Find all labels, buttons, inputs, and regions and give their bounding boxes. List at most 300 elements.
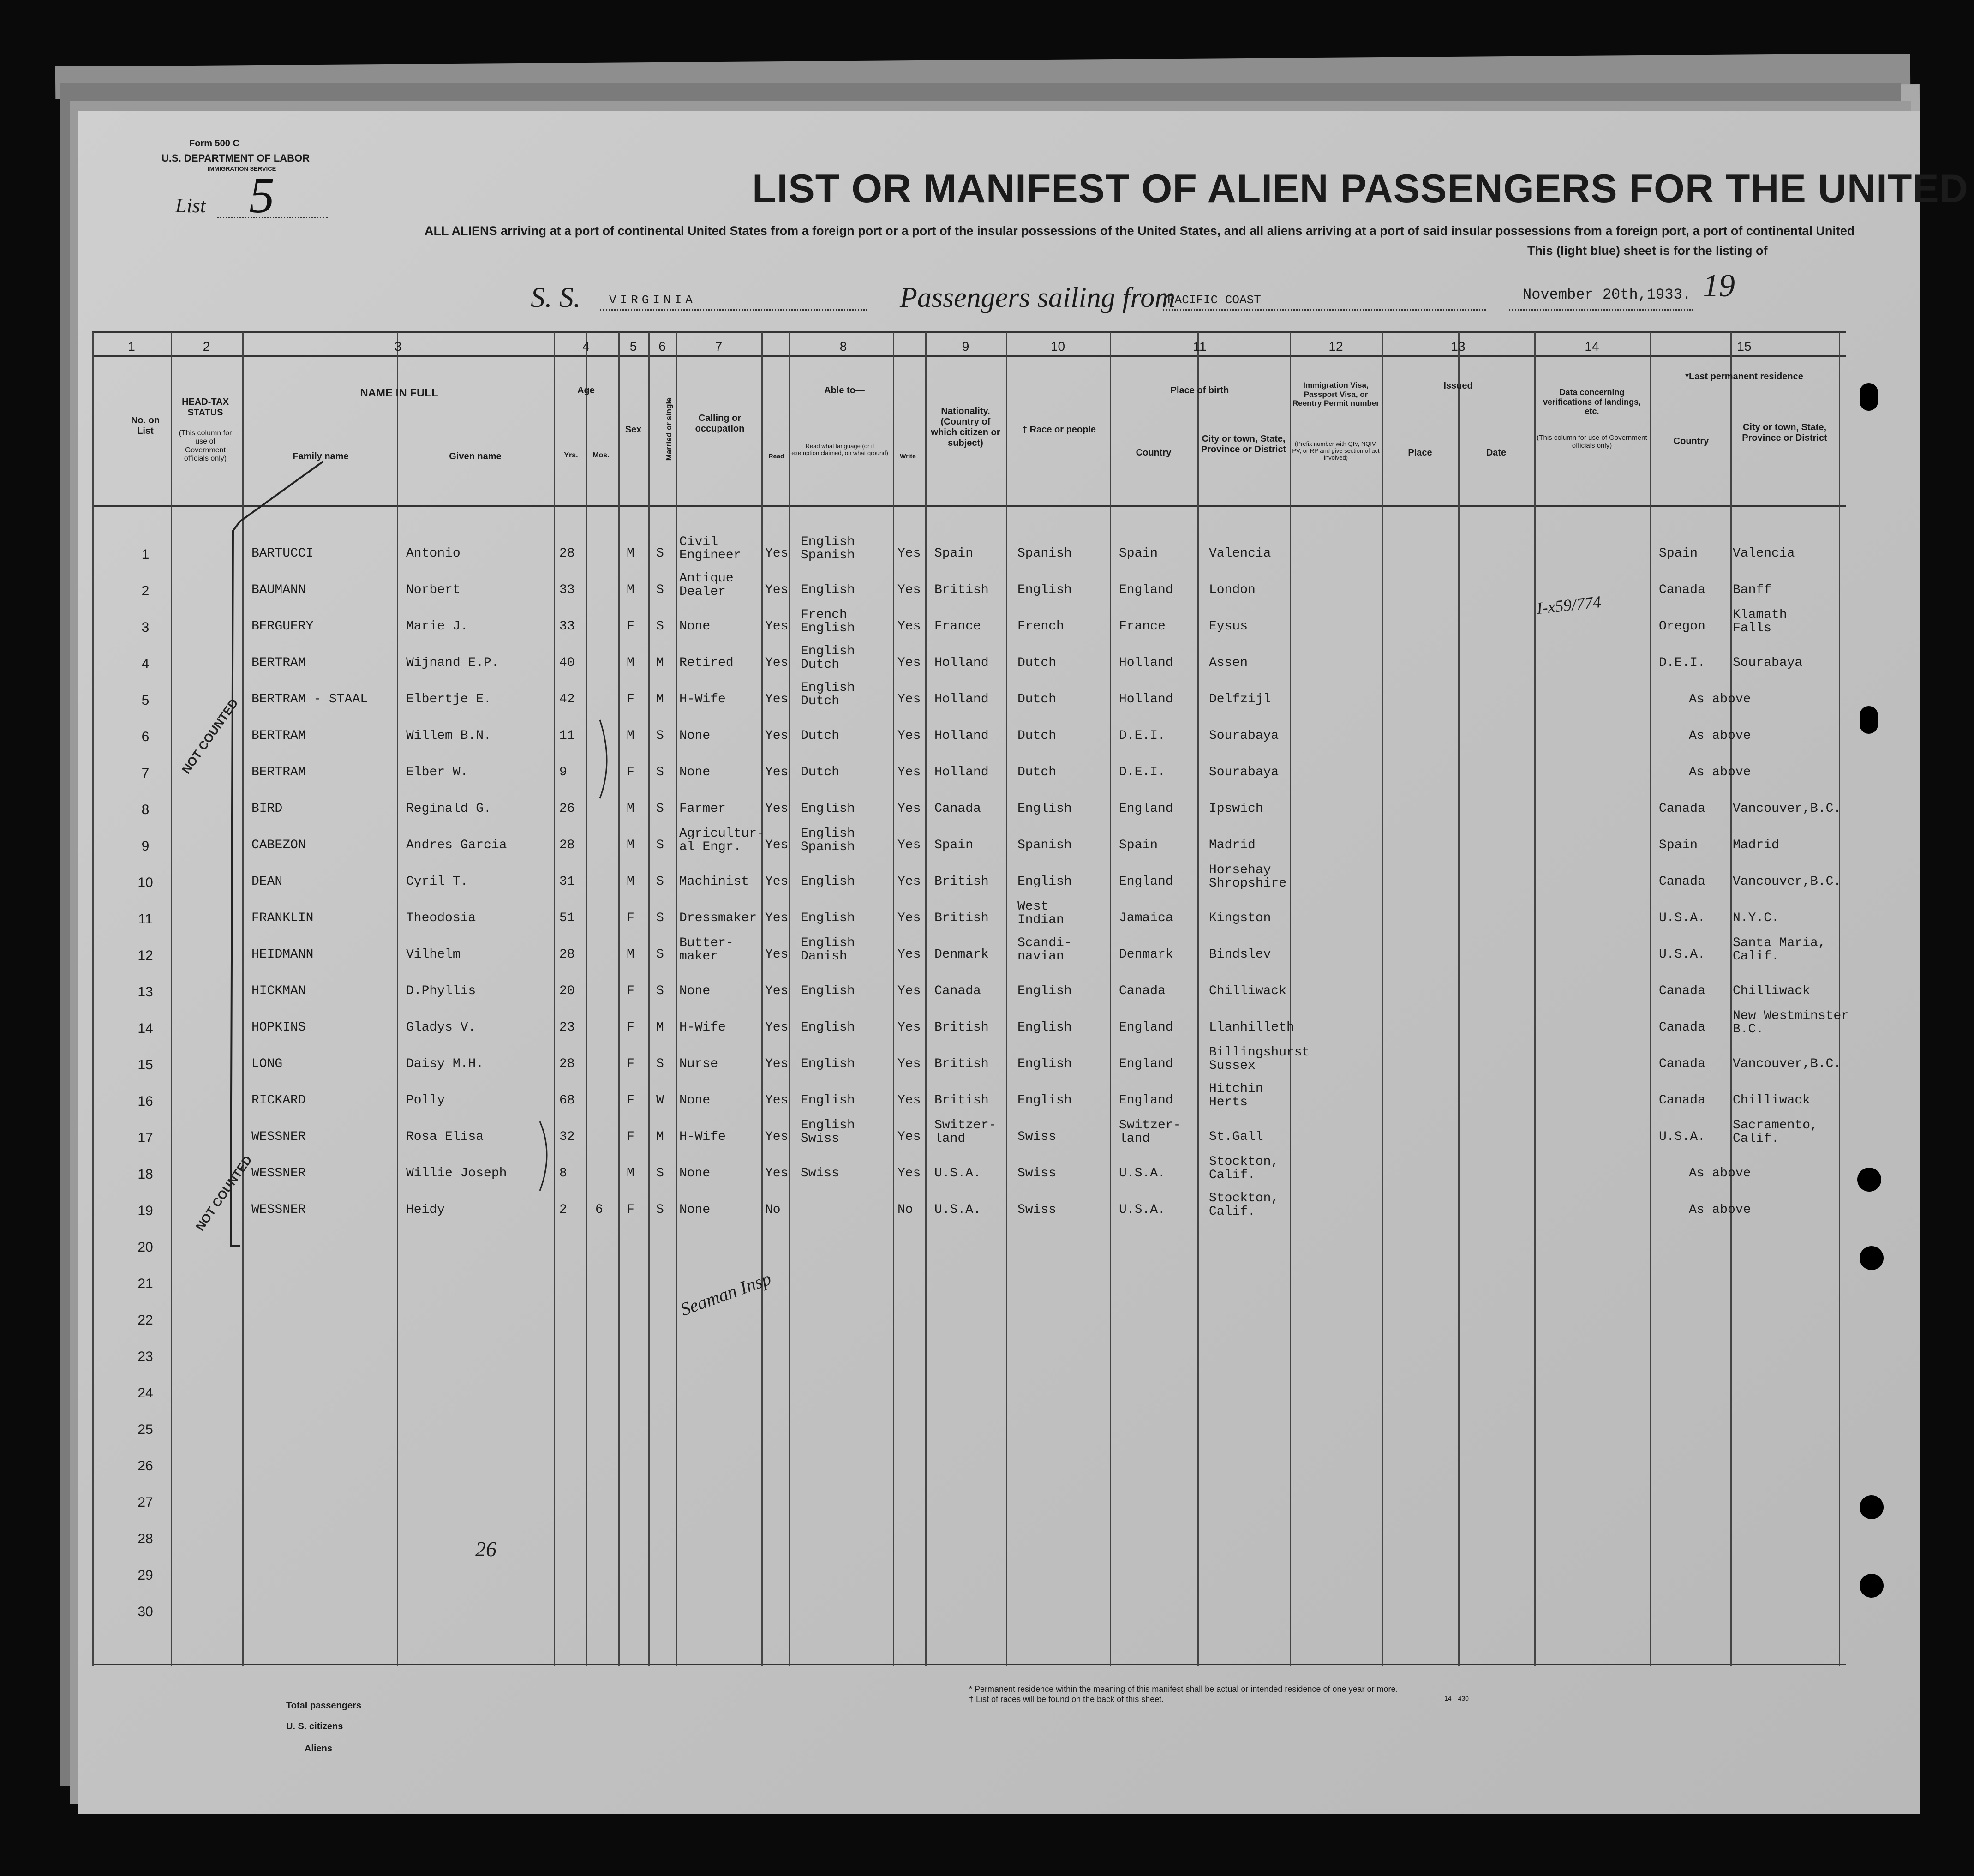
column-rule <box>586 332 587 1666</box>
cell-write: Yes <box>897 765 921 779</box>
cell-birth-country: England <box>1119 1057 1173 1071</box>
row-number: 15 <box>138 1057 153 1073</box>
verification-note: I-x59/774 <box>1536 592 1602 618</box>
cell-sex: M <box>627 838 634 852</box>
cell-occupation: Civil Engineer <box>679 535 742 563</box>
cell-age-years: 28 <box>559 546 575 561</box>
cell-birth-country: Denmark <box>1119 947 1173 962</box>
cell-birth-country: France <box>1119 619 1166 634</box>
cell-occupation: None <box>679 1166 711 1181</box>
cell-read: Yes <box>765 1020 789 1035</box>
cell-write: Yes <box>897 838 921 852</box>
column-rule <box>1006 332 1007 1666</box>
cell-age-years: 42 <box>559 692 575 707</box>
header-verifications: Data concerning verifications of landings, etc. <box>1543 388 1641 416</box>
cell-race: West Indian <box>1017 899 1064 928</box>
column-rule <box>1650 332 1651 1666</box>
cell-race: Dutch <box>1017 729 1057 743</box>
row-number: 26 <box>138 1458 153 1474</box>
cell-read-language: English <box>801 911 855 925</box>
header-given-name: Given name <box>449 451 502 462</box>
cell-occupation: Butter- maker <box>679 936 734 964</box>
header-bottom-rule <box>92 505 1846 507</box>
cell-occupation: None <box>679 984 711 998</box>
cell-birth-country: D.E.I. <box>1119 765 1166 779</box>
cell-write: Yes <box>897 1020 921 1035</box>
cell-race: Swiss <box>1017 1203 1057 1217</box>
cell-age-years: 9 <box>559 765 567 779</box>
cell-residence-city: As above <box>1689 1166 1751 1181</box>
cell-write: Yes <box>897 546 921 561</box>
cell-nationality: Holland <box>934 656 989 670</box>
cell-write: Yes <box>897 947 921 962</box>
cell-family-name: WESSNER <box>251 1166 306 1181</box>
cell-read-language: English <box>801 802 855 816</box>
cell-write: Yes <box>897 619 921 634</box>
cell-birth-city: Billingshurst Sussex <box>1209 1045 1310 1073</box>
cell-marital-status: S <box>656 875 664 889</box>
cell-residence-city: Sourabaya <box>1733 656 1803 670</box>
cell-residence-city: Sacramento, Calif. <box>1733 1118 1818 1146</box>
cell-residence-country: Canada <box>1659 802 1705 816</box>
header-res-country: Country <box>1673 436 1709 446</box>
cell-nationality: British <box>934 583 989 597</box>
column-rule <box>1458 332 1460 1666</box>
ship-line <box>600 309 867 311</box>
cell-given-name: Andres Garcia <box>406 838 507 852</box>
cell-write: No <box>897 1203 913 1217</box>
cell-age-years: 28 <box>559 1057 575 1071</box>
cell-marital-status: S <box>656 802 664 816</box>
table-top-rule <box>92 331 1846 333</box>
cell-read-language: English Dutch <box>801 681 855 709</box>
header-head-tax-note: (This column for use of Government officials only) <box>179 429 232 463</box>
cell-nationality: Canada <box>934 802 981 816</box>
list-number: 5 <box>249 167 275 223</box>
footer-note-2: † List of races will be found on the back of this sheet. <box>969 1695 1164 1704</box>
column-number: 2 <box>203 339 210 354</box>
cell-nationality: British <box>934 875 989 889</box>
cell-nationality: Holland <box>934 729 989 743</box>
column-number: 13 <box>1451 339 1466 354</box>
cell-residence-country: U.S.A. <box>1659 1130 1705 1144</box>
subtitle-line-2: This (light blue) sheet is for the listing of <box>1527 244 1768 258</box>
page-title: LIST OR MANIFEST OF ALIEN PASSENGERS FOR THE UNITED <box>752 167 1968 211</box>
cell-sex: F <box>627 1057 634 1071</box>
row-number: 3 <box>141 620 150 635</box>
form-number: Form 500 C <box>189 138 239 149</box>
cell-residence-city: Madrid <box>1733 838 1779 852</box>
cell-write: Yes <box>897 1057 921 1071</box>
page-count: 26 <box>475 1537 496 1561</box>
header-read: Read <box>768 452 784 460</box>
column-number: 10 <box>1050 339 1065 354</box>
cell-birth-city: Llanhilleth <box>1209 1020 1294 1035</box>
cell-sex: M <box>627 546 634 561</box>
cell-marital-status: S <box>656 546 664 561</box>
cell-given-name: Theodosia <box>406 911 476 925</box>
cell-write: Yes <box>897 875 921 889</box>
cell-race: English <box>1017 1093 1072 1108</box>
cell-nationality: British <box>934 1093 989 1108</box>
column-number: 5 <box>629 339 637 354</box>
cell-birth-city: Madrid <box>1209 838 1256 852</box>
cell-residence-country: Canada <box>1659 1057 1705 1071</box>
punch-hole <box>1860 1574 1884 1598</box>
cell-family-name: CABEZON <box>251 838 306 852</box>
cell-marital-status: S <box>656 984 664 998</box>
cell-marital-status: W <box>656 1093 664 1108</box>
column-rule <box>1839 332 1840 1666</box>
row-number: 29 <box>138 1568 153 1583</box>
cell-age-years: 28 <box>559 838 575 852</box>
cell-marital-status: S <box>656 1203 664 1217</box>
header-sex: Sex <box>625 425 642 435</box>
cell-residence-country: U.S.A. <box>1659 911 1705 925</box>
cell-birth-city: St.Gall <box>1209 1130 1263 1144</box>
cell-read-language: Dutch <box>801 765 840 779</box>
header-age: Age <box>577 385 595 396</box>
cell-race: English <box>1017 984 1072 998</box>
cell-birth-country: D.E.I. <box>1119 729 1166 743</box>
column-rule <box>1197 332 1199 1666</box>
cell-race: English <box>1017 1057 1072 1071</box>
cell-residence-city: As above <box>1689 765 1751 779</box>
column-number: 11 <box>1193 339 1207 354</box>
cell-residence-country: Canada <box>1659 1093 1705 1108</box>
cell-age-years: 11 <box>559 729 575 743</box>
row-number: 18 <box>138 1167 153 1182</box>
cell-occupation: Machinist <box>679 875 749 889</box>
cell-marital-status: S <box>656 583 664 597</box>
header-mos: Mos. <box>592 451 610 459</box>
column-number: 15 <box>1737 339 1752 354</box>
cell-write: Yes <box>897 1166 921 1181</box>
cell-sex: F <box>627 619 634 634</box>
cell-given-name: Willie Joseph <box>406 1166 507 1181</box>
cell-read-language: Swiss <box>801 1166 840 1181</box>
table-bottom-rule <box>92 1664 1846 1665</box>
cell-age-months: 6 <box>595 1203 603 1217</box>
cell-nationality: Denmark <box>934 947 989 962</box>
cell-given-name: Elbertje E. <box>406 692 491 707</box>
row-number: 20 <box>138 1240 153 1255</box>
column-rule <box>618 332 620 1666</box>
cell-birth-country: U.S.A. <box>1119 1203 1166 1217</box>
cell-read-language: English <box>801 1093 855 1108</box>
cell-write: Yes <box>897 1130 921 1144</box>
cell-age-years: 8 <box>559 1166 567 1181</box>
cell-family-name: BERTRAM - STAAL <box>251 692 368 707</box>
cell-given-name: Cyril T. <box>406 875 468 889</box>
cell-occupation: Farmer <box>679 802 726 816</box>
cell-marital-status: S <box>656 765 664 779</box>
cell-family-name: BERTRAM <box>251 729 306 743</box>
not-counted-stamp: NOT COUNTED <box>179 696 241 776</box>
cell-family-name: BERTRAM <box>251 656 306 670</box>
header-name-in-full: NAME IN FULL <box>360 387 438 399</box>
cell-read: Yes <box>765 1130 789 1144</box>
cell-sex: F <box>627 692 634 707</box>
cell-birth-country: Jamaica <box>1119 911 1173 925</box>
column-rule <box>1110 332 1111 1666</box>
cell-occupation: Retired <box>679 656 734 670</box>
cell-sex: M <box>627 729 634 743</box>
column-rule <box>893 332 894 1666</box>
cell-residence-city: Klamath Falls <box>1733 608 1787 636</box>
row-number: 5 <box>141 693 150 708</box>
cell-sex: F <box>627 911 634 925</box>
cell-read: Yes <box>765 692 789 707</box>
cell-sex: M <box>627 656 634 670</box>
cell-occupation: Dressmaker <box>679 911 757 925</box>
cell-residence-city: Vancouver,B.C. <box>1733 875 1842 889</box>
column-number: 4 <box>582 339 590 354</box>
footer-citizens: U. S. citizens <box>286 1721 343 1732</box>
cell-sex: F <box>627 1093 634 1108</box>
row-number: 7 <box>141 766 150 781</box>
cell-residence-country: Canada <box>1659 1020 1705 1035</box>
cell-occupation: None <box>679 729 711 743</box>
cell-nationality: British <box>934 1057 989 1071</box>
cell-birth-country: U.S.A. <box>1119 1166 1166 1181</box>
cell-family-name: HICKMAN <box>251 984 306 998</box>
cell-nationality: U.S.A. <box>934 1203 981 1217</box>
cell-birth-city: Assen <box>1209 656 1248 670</box>
cell-marital-status: S <box>656 1057 664 1071</box>
header-yrs: Yrs. <box>564 451 578 459</box>
cell-birth-country: Switzer- land <box>1119 1118 1181 1146</box>
header-verifications-note: (This column for use of Government officials only) <box>1537 434 1647 450</box>
header-place-of-birth: Place of birth <box>1170 385 1229 396</box>
header-issued-date: Date <box>1486 448 1507 458</box>
row-number: 21 <box>138 1276 153 1291</box>
row-number: 28 <box>138 1531 153 1546</box>
header-married: Married or single <box>664 397 674 461</box>
footer-total: Total passengers <box>286 1701 362 1711</box>
cell-given-name: Norbert <box>406 583 461 597</box>
port-line <box>1163 309 1486 311</box>
cell-sex: F <box>627 1130 634 1144</box>
sailing-date: November 20th,1933. <box>1523 286 1691 303</box>
cell-write: Yes <box>897 656 921 670</box>
cell-marital-status: M <box>656 656 664 670</box>
cell-read: Yes <box>765 838 789 852</box>
cell-family-name: HOPKINS <box>251 1020 306 1035</box>
cell-read-language: English <box>801 984 855 998</box>
cell-family-name: HEIDMANN <box>251 947 314 962</box>
cell-residence-country: Canada <box>1659 984 1705 998</box>
cell-race: Scandi- navian <box>1017 936 1072 964</box>
column-rule <box>92 332 94 1666</box>
sailing-label: Passengers sailing from <box>900 282 1176 313</box>
cell-given-name: Willem B.N. <box>406 729 491 743</box>
cell-birth-city: Bindslev <box>1209 947 1271 962</box>
column-rule <box>171 332 172 1666</box>
row-number: 25 <box>138 1422 153 1437</box>
cell-occupation: H-Wife <box>679 1020 726 1035</box>
row-number: 11 <box>138 911 153 927</box>
cell-sex: F <box>627 1203 634 1217</box>
footer-code: 14—430 <box>1444 1695 1469 1702</box>
cell-given-name: Wijnand E.P. <box>406 656 499 670</box>
footer-aliens: Aliens <box>305 1744 333 1754</box>
cell-family-name: WESSNER <box>251 1203 306 1217</box>
cell-family-name: RICKARD <box>251 1093 306 1108</box>
cell-sex: F <box>627 984 634 998</box>
column-number: 1 <box>128 339 135 354</box>
column-rule <box>676 332 677 1666</box>
cell-family-name: DEAN <box>251 875 283 889</box>
cell-marital-status: S <box>656 911 664 925</box>
cell-read-language: English <box>801 1057 855 1071</box>
cell-age-years: 28 <box>559 947 575 962</box>
port-name: PACIFIC COAST <box>1167 293 1261 307</box>
cell-marital-status: S <box>656 947 664 962</box>
header-issued: Issued <box>1443 381 1473 391</box>
row-number: 9 <box>141 839 150 854</box>
cell-age-years: 33 <box>559 619 575 634</box>
cell-nationality: British <box>934 1020 989 1035</box>
row-number: 19 <box>138 1203 153 1218</box>
cell-birth-city: Sourabaya <box>1209 729 1279 743</box>
cell-given-name: Reginald G. <box>406 802 491 816</box>
cell-sex: M <box>627 583 634 597</box>
year-label: 19 <box>1703 268 1735 304</box>
header-read-language: Read what language (or if exemption claimed, on what ground) <box>791 443 888 456</box>
cell-birth-country: England <box>1119 802 1173 816</box>
column-rule <box>242 332 244 1666</box>
column-number: 6 <box>658 339 666 354</box>
cell-occupation: Agricultur- al Engr. <box>679 827 765 855</box>
department: U.S. DEPARTMENT OF LABOR <box>162 152 310 164</box>
header-race: † Race or people <box>1022 425 1096 435</box>
column-rule <box>1290 332 1291 1666</box>
cell-residence-country: Spain <box>1659 838 1698 852</box>
cell-read: No <box>765 1203 781 1217</box>
cell-race: English <box>1017 875 1072 889</box>
cell-birth-city: Hitchin Herts <box>1209 1082 1263 1110</box>
cell-read-language: English Spanish <box>801 827 855 855</box>
cell-occupation: Antique Dealer <box>679 571 734 599</box>
cell-nationality: U.S.A. <box>934 1166 981 1181</box>
row-number: 12 <box>138 948 153 963</box>
row-number: 8 <box>141 802 150 817</box>
cell-write: Yes <box>897 692 921 707</box>
cell-read-language: English Danish <box>801 936 855 964</box>
cell-race: Dutch <box>1017 656 1057 670</box>
header-head-tax: HEAD-TAX STATUS <box>182 397 229 418</box>
column-rule <box>1382 332 1383 1666</box>
cell-residence-city: As above <box>1689 1203 1751 1217</box>
cell-residence-country: Canada <box>1659 583 1705 597</box>
cell-marital-status: S <box>656 619 664 634</box>
cell-write: Yes <box>897 802 921 816</box>
cell-read: Yes <box>765 802 789 816</box>
cell-residence-city: Valencia <box>1733 546 1795 561</box>
cell-race: Dutch <box>1017 692 1057 707</box>
cell-residence-country: U.S.A. <box>1659 947 1705 962</box>
header-nationality: Nationality. (Country of which citizen or subject) <box>931 406 1000 448</box>
cell-age-years: 33 <box>559 583 575 597</box>
date-line <box>1509 309 1693 311</box>
cell-sex: M <box>627 875 634 889</box>
column-rule <box>1730 332 1732 1666</box>
cell-residence-city: Vancouver,B.C. <box>1733 802 1842 816</box>
cell-nationality: France <box>934 619 981 634</box>
column-rule <box>925 332 927 1666</box>
row-number: 10 <box>138 875 153 890</box>
cell-given-name: Rosa Elisa <box>406 1130 484 1144</box>
not-counted-stamp-2: NOT COUNTED <box>192 1153 255 1233</box>
cell-sex: M <box>627 947 634 962</box>
cell-occupation: None <box>679 1203 711 1217</box>
cell-read-language: English Spanish <box>801 535 855 563</box>
cell-read-language: French English <box>801 608 855 636</box>
cell-read: Yes <box>765 875 789 889</box>
cell-nationality: Holland <box>934 765 989 779</box>
punch-hole <box>1860 1246 1884 1270</box>
header-visa: Immigration Visa, Passport Visa, or Reentry Permit number <box>1292 381 1379 408</box>
cell-age-years: 26 <box>559 802 575 816</box>
cell-nationality: Spain <box>934 838 974 852</box>
cell-read-language: English Swiss <box>801 1118 855 1146</box>
cell-given-name: Heidy <box>406 1203 445 1217</box>
column-number: 8 <box>839 339 847 354</box>
header-write: Write <box>900 452 916 460</box>
header-visa-note: (Prefix number with QIV, NQIV, PV, or RP and give section of act involved) <box>1292 440 1380 461</box>
header-birth-city: City or town, State, Province or District <box>1201 434 1286 455</box>
cell-sex: M <box>627 1166 634 1181</box>
subtitle-line-1: ALL ALIENS arriving at a port of continental United States from a foreign port or a port of the insular possessions of the United States, and all aliens arriving at a port of said insular possessions from a foreign port, a port of continental United <box>425 224 1855 238</box>
column-number: 9 <box>962 339 969 354</box>
cell-marital-status: M <box>656 1130 664 1144</box>
cell-read: Yes <box>765 765 789 779</box>
row-number: 30 <box>138 1604 153 1619</box>
cell-age-years: 40 <box>559 656 575 670</box>
cell-read: Yes <box>765 546 789 561</box>
cell-age-years: 51 <box>559 911 575 925</box>
cell-read-language: English <box>801 583 855 597</box>
cell-race: Spanish <box>1017 838 1072 852</box>
header-calling: Calling or occupation <box>695 413 745 434</box>
cell-given-name: Polly <box>406 1093 445 1108</box>
cell-race: English <box>1017 583 1072 597</box>
cell-age-years: 68 <box>559 1093 575 1108</box>
cell-age-years: 2 <box>559 1203 567 1217</box>
cell-residence-city: As above <box>1689 729 1751 743</box>
row-number: 16 <box>138 1094 153 1109</box>
cell-read: Yes <box>765 583 789 597</box>
cell-residence-city: New Westminster B.C. <box>1733 1009 1849 1037</box>
cell-family-name: BERTRAM <box>251 765 306 779</box>
cell-age-years: 31 <box>559 875 575 889</box>
cell-birth-country: Spain <box>1119 838 1158 852</box>
cell-birth-country: England <box>1119 1093 1173 1108</box>
cell-family-name: BAUMANN <box>251 583 306 597</box>
cell-birth-city: Delfzijl <box>1209 692 1271 707</box>
cell-race: Spanish <box>1017 546 1072 561</box>
ship-name: VIRGINIA <box>609 293 696 307</box>
cell-given-name: D.Phyllis <box>406 984 476 998</box>
ss-label: S. S. <box>531 282 581 313</box>
cell-marital-status: S <box>656 838 664 852</box>
cell-residence-country: Oregon <box>1659 619 1705 634</box>
cell-write: Yes <box>897 1093 921 1108</box>
cell-read: Yes <box>765 947 789 962</box>
cell-read: Yes <box>765 619 789 634</box>
cell-family-name: BERGUERY <box>251 619 314 634</box>
